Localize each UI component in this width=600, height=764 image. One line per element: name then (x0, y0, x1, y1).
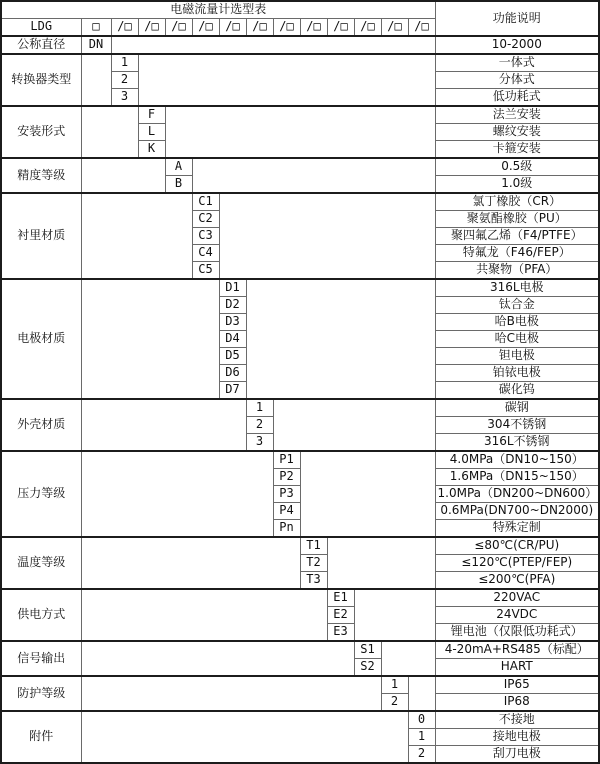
option-desc: 聚氨酯橡胶（PU） (435, 211, 599, 228)
option-desc: 法兰安装 (435, 106, 599, 124)
option-code: E3 (327, 624, 354, 642)
model-slot: /□ (219, 19, 246, 37)
spacer-cell (81, 641, 354, 676)
option-code: P3 (273, 486, 300, 503)
option-code: 0 (408, 711, 435, 729)
model-slot: /□ (408, 19, 435, 37)
option-desc: 哈B电极 (435, 314, 599, 331)
option-code: D5 (219, 348, 246, 365)
spacer-cell (81, 537, 300, 589)
function-column-header: 功能说明 (435, 1, 599, 36)
option-desc: 碳钢 (435, 399, 599, 417)
option-desc: 共聚物（PFA） (435, 262, 599, 280)
option-code: D3 (219, 314, 246, 331)
spacer-cell (81, 399, 246, 451)
option-code: C4 (192, 245, 219, 262)
model-slot: /□ (300, 19, 327, 37)
option-desc: 铂铱电极 (435, 365, 599, 382)
option-desc: 4-20mA+RS485（标配） (435, 641, 599, 659)
model-slot: /□ (327, 19, 354, 37)
option-code: 1 (246, 399, 273, 417)
group-label: 精度等级 (1, 158, 81, 193)
option-row (1, 589, 599, 607)
option-desc: 螺纹安装 (435, 124, 599, 141)
model-slot: /□ (111, 19, 138, 37)
option-code: F (138, 106, 165, 124)
option-row (1, 451, 599, 469)
option-code: 2 (246, 417, 273, 434)
option-desc: 氯丁橡胶（CR） (435, 193, 599, 211)
spacer-cell (81, 589, 327, 641)
model-slot: /□ (273, 19, 300, 37)
option-desc: 特氟龙（F46/FEP） (435, 245, 599, 262)
spacer-cell (381, 641, 435, 676)
spacer-cell (165, 106, 435, 158)
group-label: 供电方式 (1, 589, 81, 641)
option-row (1, 158, 599, 176)
model-slot: /□ (138, 19, 165, 37)
option-code: 1 (111, 54, 138, 72)
spacer-cell (219, 193, 435, 279)
group-label: 温度等级 (1, 537, 81, 589)
spacer-cell (327, 537, 435, 589)
option-desc: 卡箍安装 (435, 141, 599, 159)
option-code: E1 (327, 589, 354, 607)
option-code: D7 (219, 382, 246, 400)
option-desc: 304不锈钢 (435, 417, 599, 434)
option-desc: 不接地 (435, 711, 599, 729)
model-slot: /□ (165, 19, 192, 37)
option-desc: ≤200℃(PFA) (435, 572, 599, 590)
option-desc: 刮刀电极 (435, 746, 599, 764)
option-desc: 分体式 (435, 72, 599, 89)
option-desc: 哈C电极 (435, 331, 599, 348)
group-label: 防护等级 (1, 676, 81, 711)
option-desc: 0.5级 (435, 158, 599, 176)
table-title: 电磁流量计选型表 (1, 1, 435, 19)
spacer-cell (111, 36, 435, 54)
spacer-cell (138, 54, 435, 106)
option-code: S1 (354, 641, 381, 659)
group-label: 转换器类型 (1, 54, 81, 106)
option-code: P4 (273, 503, 300, 520)
option-row (1, 711, 599, 729)
option-code: 2 (381, 694, 408, 712)
spacer-cell (300, 451, 435, 537)
diameter-desc: 10-2000 (435, 36, 599, 54)
option-code: T1 (300, 537, 327, 555)
option-desc: ≤120℃(PTEP/FEP) (435, 555, 599, 572)
spacer-cell (81, 279, 219, 399)
model-slot: /□ (354, 19, 381, 37)
option-code: L (138, 124, 165, 141)
option-desc: 特殊定制 (435, 520, 599, 538)
group-label: 附件 (1, 711, 81, 763)
model-slot: /□ (246, 19, 273, 37)
option-row (1, 279, 599, 297)
model-slot: /□ (192, 19, 219, 37)
option-code: T2 (300, 555, 327, 572)
option-desc: 220VAC (435, 589, 599, 607)
option-code: D4 (219, 331, 246, 348)
spacer-cell (81, 711, 408, 763)
option-desc: 1.0级 (435, 176, 599, 194)
diameter-row (1, 36, 599, 54)
group-label: 信号输出 (1, 641, 81, 676)
option-row (1, 537, 599, 555)
diameter-code: DN (81, 36, 111, 54)
group-label: 安装形式 (1, 106, 81, 158)
spacer-cell (81, 106, 138, 158)
option-code: 1 (408, 729, 435, 746)
option-desc: ≤80℃(CR/PU) (435, 537, 599, 555)
option-code: S2 (354, 659, 381, 677)
option-row (1, 106, 599, 124)
option-desc: 316L电极 (435, 279, 599, 297)
spacer-cell (81, 54, 111, 106)
option-row (1, 193, 599, 211)
option-row (1, 54, 599, 72)
option-desc: 1.0MPa（DN200~DN600） (435, 486, 599, 503)
spacer-cell (81, 158, 165, 193)
option-row (1, 399, 599, 417)
group-label: 压力等级 (1, 451, 81, 537)
spacer-cell (81, 451, 273, 537)
option-code: 3 (246, 434, 273, 452)
option-row (1, 641, 599, 659)
option-desc: 锂电池（仅限低功耗式） (435, 624, 599, 642)
option-code: 3 (111, 89, 138, 107)
group-label: 衬里材质 (1, 193, 81, 279)
option-code: D2 (219, 297, 246, 314)
spacer-cell (246, 279, 435, 399)
spacer-cell (273, 399, 435, 451)
option-desc: 4.0MPa（DN10~150） (435, 451, 599, 469)
spacer-cell (81, 193, 192, 279)
option-code: P1 (273, 451, 300, 469)
option-desc: 316L不锈钢 (435, 434, 599, 452)
model-prefix: LDG (1, 19, 81, 37)
option-desc: 0.6MPa(DN700~DN2000) (435, 503, 599, 520)
option-code: T3 (300, 572, 327, 590)
model-slot: /□ (381, 19, 408, 37)
option-code: 2 (408, 746, 435, 764)
option-desc: 一体式 (435, 54, 599, 72)
option-desc: 钽电极 (435, 348, 599, 365)
option-code: E2 (327, 607, 354, 624)
option-desc: 低功耗式 (435, 89, 599, 107)
option-desc: 碳化钨 (435, 382, 599, 400)
option-code: P2 (273, 469, 300, 486)
option-code: C5 (192, 262, 219, 280)
option-code: C2 (192, 211, 219, 228)
spacer-cell (408, 676, 435, 711)
option-desc: 24VDC (435, 607, 599, 624)
option-code: K (138, 141, 165, 159)
group-label: 电极材质 (1, 279, 81, 399)
title-row (1, 1, 599, 19)
option-code: D1 (219, 279, 246, 297)
option-code: C1 (192, 193, 219, 211)
option-desc: IP68 (435, 694, 599, 712)
option-row (1, 676, 599, 694)
option-code: A (165, 158, 192, 176)
option-desc: IP65 (435, 676, 599, 694)
option-code: Pn (273, 520, 300, 538)
option-desc: 聚四氟乙烯（F4/PTFE） (435, 228, 599, 245)
option-code: 1 (381, 676, 408, 694)
option-code: D6 (219, 365, 246, 382)
group-label: 外壳材质 (1, 399, 81, 451)
model-slot-first: □ (81, 19, 111, 37)
spacer-cell (81, 676, 381, 711)
spacer-cell (354, 589, 435, 641)
option-code: 2 (111, 72, 138, 89)
option-desc: 钛合金 (435, 297, 599, 314)
spacer-cell (192, 158, 435, 193)
option-desc: HART (435, 659, 599, 677)
option-desc: 1.6MPa（DN15~150） (435, 469, 599, 486)
option-code: B (165, 176, 192, 194)
option-desc: 接地电极 (435, 729, 599, 746)
option-code: C3 (192, 228, 219, 245)
diameter-label: 公称直径 (1, 36, 81, 54)
